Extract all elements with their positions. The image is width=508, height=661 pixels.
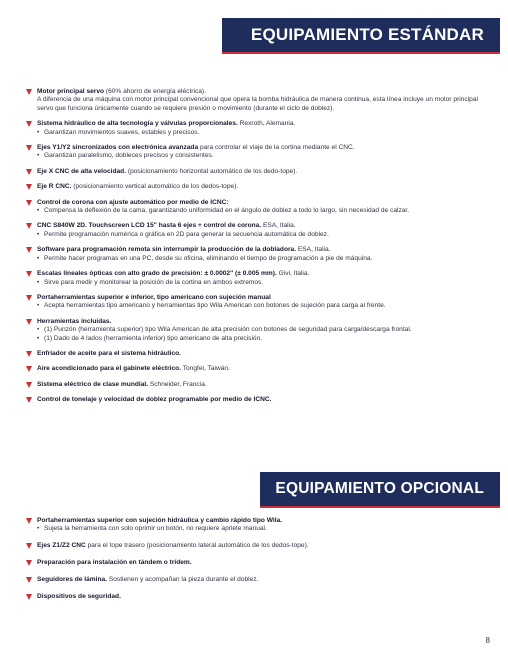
list-item: [26, 381, 492, 389]
item-subpoint: [37, 326, 492, 334]
bullet-dot-icon: •: [37, 128, 40, 136]
list-item: [26, 350, 492, 358]
item-title: Eje R CNC.: [37, 183, 72, 191]
triangle-bullet-icon: [26, 271, 32, 277]
item-title: Dispositivos de seguridad.: [37, 593, 121, 601]
subpoint-text: (1) Dado de 4 lados (herramienta inferior) tipo americano de alta precisión.: [44, 334, 263, 342]
triangle-bullet-icon: [26, 295, 32, 301]
item-heading: [37, 593, 492, 601]
list-item: [26, 168, 492, 176]
item-heading: [37, 199, 492, 207]
item-heading: [37, 318, 492, 326]
item-heading: [37, 350, 492, 358]
triangle-bullet-icon: [26, 366, 32, 372]
list-item: [26, 270, 492, 287]
list-item: [26, 559, 492, 567]
bullet-dot-icon: •: [37, 152, 40, 160]
item-title: Sistema eléctrico de clase mundial.: [37, 380, 149, 388]
bullet-dot-icon: •: [37, 230, 40, 238]
list-item: [26, 294, 492, 311]
item-subpoint: [37, 335, 492, 343]
item-title: Escalas lineales ópticas con alto grado de precisión: ± 0.0002" (± 0.005 mm).: [37, 270, 277, 278]
standard-equipment-list: [26, 88, 492, 412]
item-heading: [37, 294, 492, 302]
item-title: Portaherramientas superior e inferior, tipo americano con sujeción manual: [37, 293, 271, 301]
item-title: Portaherramientas superior con sujeción hidráulica y cambio rápido tipo Wila.: [37, 517, 283, 524]
item-detail: (60% ahorro de energía eléctrica).: [104, 88, 206, 95]
item-heading: [37, 365, 492, 373]
item-title: Sistema hidráulico de alta tecnología y válvulas proporcionales.: [37, 120, 238, 128]
item-title: Control de tonelaje y velocidad de doblez programable por medio de ICNC.: [37, 396, 272, 404]
triangle-bullet-icon: [26, 518, 32, 524]
item-heading: [37, 559, 492, 567]
list-item: [26, 183, 492, 191]
subpoint-text: A diferencia de una máquina con motor principal convencional que opera la bomba hidráulica de manera continua, esta línea incluye un motor principal servo que funciona únicamente cuando se requiere presión o movimiento (durante el ciclo de doblez).: [37, 96, 478, 112]
bullet-dot-icon: •: [37, 525, 40, 533]
triangle-bullet-icon: [26, 577, 32, 583]
triangle-bullet-icon: [26, 382, 32, 388]
optional-equipment-banner: [260, 472, 500, 506]
item-title: Aire acondicionado para el gabinete eléctrico.: [37, 365, 182, 373]
subpoint-text: Permite programación numérica o gráfica en 2D para generar la secuencia automática de doblez.: [44, 230, 329, 238]
item-subpoint: [37, 152, 492, 160]
item-detail: Tongfei, Taiwán.: [181, 365, 230, 373]
list-item: [26, 199, 492, 216]
triangle-bullet-icon: [26, 594, 32, 600]
list-item: [26, 542, 492, 550]
item-heading: [37, 381, 492, 389]
item-heading: [37, 396, 492, 404]
list-item: [26, 88, 492, 113]
item-heading: [37, 246, 492, 254]
page-number: 8: [485, 636, 490, 645]
item-title: Seguidores de lámina.: [37, 576, 107, 584]
triangle-bullet-icon: [26, 247, 32, 253]
item-detail: Schneider, Francia.: [148, 380, 207, 388]
item-subpoint: [37, 525, 492, 533]
list-item: [26, 576, 492, 584]
list-item: [26, 396, 492, 404]
list-item: [26, 144, 492, 161]
item-heading: [37, 270, 492, 278]
subpoint-text: Garantizan movimientos suaves, estables y precisos.: [44, 128, 200, 136]
triangle-bullet-icon: [26, 121, 32, 127]
subpoint-text: Garantizan paralelismo, dobleces precisos y consistentes.: [44, 152, 214, 160]
optional-equipment-list: [26, 517, 492, 610]
subpoint-text: Acepta herramientas tipo americano y herramientas tipo Wila American con botones de sujeción para carga al frente.: [44, 302, 386, 310]
item-subpoint: [37, 207, 492, 215]
triangle-bullet-icon: [26, 169, 32, 175]
item-heading: [37, 120, 492, 128]
item-detail: para controlar el viaje de la cortina mediante el CNC.: [198, 144, 355, 152]
item-detail: (posicionamiento horizontal automático de los dedo-tope).: [126, 167, 298, 175]
item-title: CNC S840W 2D. Touchscreen LCD 15" hasta 6 ejes + control de corona.: [37, 222, 262, 230]
list-item: [26, 365, 492, 373]
item-title: Control de corona con ajuste automático por medio de ICNC:: [37, 198, 229, 206]
item-subpoint: [37, 231, 492, 239]
item-heading: [37, 517, 492, 525]
triangle-bullet-icon: [26, 397, 32, 403]
list-item: [26, 222, 492, 239]
bullet-dot-icon: •: [37, 207, 40, 215]
list-item: [26, 246, 492, 263]
item-title: Ejes Z1/Z2 CNC: [37, 542, 86, 550]
item-subpoint: [37, 279, 492, 287]
list-item: [26, 593, 492, 601]
item-title: Software para programación remota sin interrumpir la producción de la dobladora.: [37, 246, 297, 254]
triangle-bullet-icon: [26, 543, 32, 549]
item-heading: [37, 144, 492, 152]
triangle-bullet-icon: [26, 89, 32, 95]
item-title: Preparación para instalación en tándem o trídem.: [37, 559, 192, 567]
bullet-dot-icon: •: [37, 278, 40, 286]
triangle-bullet-icon: [26, 560, 32, 566]
item-heading: [37, 222, 492, 230]
subpoint-text: (1) Punzón (herramienta superior) tipo Wila American de alta precisión con botones de seguridad para carga/descarga frontal.: [44, 326, 412, 334]
list-item: [26, 318, 492, 343]
triangle-bullet-icon: [26, 351, 32, 357]
bullet-dot-icon: •: [37, 302, 40, 310]
item-detail: para el tope trasero (posicionamiento lateral automático de los dedos-tope).: [85, 542, 309, 550]
standard-banner-stripe: [222, 52, 500, 54]
triangle-bullet-icon: [26, 200, 32, 206]
triangle-bullet-icon: [26, 145, 32, 151]
item-heading: [37, 88, 492, 96]
item-heading: [37, 576, 492, 584]
item-detail: Rexroth, Alemania.: [237, 120, 296, 128]
triangle-bullet-icon: [26, 319, 32, 325]
subpoint-text: Sirve para medir y monitorear la posición de la cortina en ambos extremos.: [44, 278, 264, 286]
item-detail: Givi, Italia.: [276, 270, 310, 278]
standard-equipment-banner: [222, 18, 500, 52]
item-detail: Sostienen y acompañan la pieza durante el doblez.: [107, 576, 259, 584]
item-title: Eje X CNC de alta velocidad.: [37, 167, 127, 175]
item-title: Herramientas incluidas.: [37, 317, 112, 325]
list-item: [26, 120, 492, 137]
subpoint-text: Sujeta la herramienta con solo oprimir un botón, no requiere apriete manual.: [44, 525, 267, 533]
bullet-dot-icon: •: [37, 326, 40, 334]
item-heading: [37, 542, 492, 550]
triangle-bullet-icon: [26, 184, 32, 190]
list-item: [26, 517, 492, 534]
item-subpoint: [37, 96, 492, 113]
item-subpoint: [37, 129, 492, 137]
standard-equipment-title: EQUIPAMIENTO ESTÁNDAR: [250, 25, 484, 44]
triangle-bullet-icon: [26, 223, 32, 229]
item-title: Ejes Y1/Y2 sincronizados con electrónica avanzada: [37, 144, 199, 152]
subpoint-text: Permite hacer programas en una PC, desde su oficina, eliminando el tiempo de programación a pie de máquina.: [44, 254, 373, 262]
item-detail: ESA, Italia.: [261, 222, 296, 230]
optional-equipment-title: EQUIPAMIENTO OPCIONAL: [275, 480, 484, 497]
item-heading: [37, 168, 492, 176]
item-subpoint: [37, 302, 492, 310]
item-heading: [37, 183, 492, 191]
item-detail: (posicionamiento vertical automático de los dedos-tope).: [71, 183, 239, 191]
item-title: Motor principal servo: [37, 88, 105, 95]
subpoint-text: Compensa la deflexión de la cama, garantizando uniformidad en el ángulo de doblez a todo lo largo, sin necesidad de calzar.: [44, 207, 410, 215]
optional-banner-stripe: [260, 506, 500, 508]
bullet-dot-icon: •: [37, 254, 40, 262]
bullet-dot-icon: •: [37, 334, 40, 342]
item-subpoint: [37, 255, 492, 263]
item-title: Enfriador de aceite para el sistema hidráulico.: [37, 349, 182, 357]
item-detail: ESA, Italia.: [296, 246, 331, 254]
